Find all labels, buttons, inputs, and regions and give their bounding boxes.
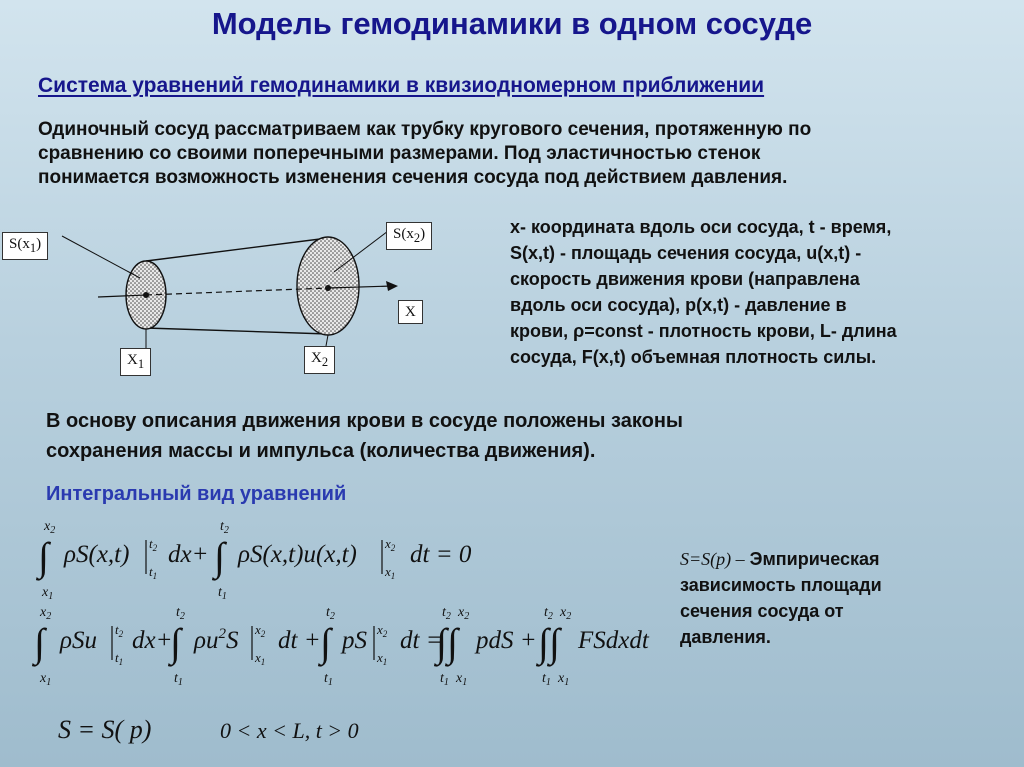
conservation-laws-text (46, 406, 946, 466)
svg-text:x2: $x_2$ (560, 605, 572, 622)
svg-text:t2: $t_2$ (442, 605, 451, 622)
equation-momentum-conservation (30, 598, 670, 690)
slide-title: Модель гемодинамики в одном сосуде (211, 6, 813, 41)
empirical-math: S=S(p) – (680, 549, 745, 569)
leader-s1 (62, 236, 140, 278)
svg-text:t1: $t_1$ (324, 671, 333, 688)
empirical-line: зависимость площади (680, 575, 882, 595)
svg-text:∫∫: ∫∫ (538, 620, 560, 665)
label-x1: $X_1$ (120, 348, 151, 376)
svg-text:ρSu: ρSu (60, 627, 97, 654)
empirical-line: сечения сосуда от (680, 601, 844, 621)
svg-text:ρS(x,t): ρS(x,t) (64, 541, 130, 568)
svg-text:FSdxdt: FSdxdt (578, 627, 649, 654)
integral-form-heading: Интегральный вид уравнений (46, 483, 347, 505)
svg-text:∫: ∫ (38, 534, 49, 579)
svg-text:dx+: dx+ (168, 541, 209, 568)
svg-text:x1: $x_1$ (42, 585, 54, 602)
svg-text:t2: $t_2$ (115, 622, 124, 639)
desc-line: x- координата вдоль оси сосуда, t - время, (510, 217, 892, 237)
svg-text:∫: ∫ (34, 620, 45, 665)
leader-x2 (326, 335, 328, 346)
svg-text:t1: $t_1$ (149, 564, 158, 581)
svg-text:∫: ∫ (214, 534, 225, 579)
svg-text:dt =: dt = (400, 627, 443, 654)
svg-text:dx+: dx+ (132, 627, 173, 654)
svg-text:x1: $x_1$ (456, 671, 468, 688)
intro-paragraph (38, 118, 998, 190)
svg-text:0 < x < L, t > 0: 0 < x < L, t > 0 (220, 718, 359, 743)
svg-text:dt = 0: dt = 0 (410, 541, 472, 568)
basis-line: В основу описания движения крови в сосуде положены законы (46, 410, 683, 432)
svg-text:pdS +: pdS + (476, 627, 537, 654)
svg-text:∫: ∫ (170, 620, 181, 665)
svg-text:∫: ∫ (320, 620, 331, 665)
desc-line: S(x,t) - площадь сечения сосуда, u(x,t) - (510, 243, 862, 263)
tube-top-edge (146, 238, 328, 261)
desc-line: вдоль оси сосуда), p(x,t) - давление в (510, 295, 847, 315)
label-x-axis: X (398, 300, 423, 324)
svg-text:t1: $t_1$ (218, 585, 227, 602)
svg-text:x2: $x_2$ (377, 622, 388, 639)
label-s-x1: $S(x_1)$ (2, 232, 48, 260)
empirical-relation-note (680, 546, 980, 650)
desc-line: скорость движения крови (направлена (510, 269, 860, 289)
svg-text:∫∫: ∫∫ (436, 620, 458, 665)
svg-text:x1: $x_1$ (377, 650, 388, 667)
label-x2: $X_2$ (304, 346, 335, 374)
svg-text:t1: $t_1$ (115, 650, 124, 667)
variables-description (510, 214, 988, 370)
equation-state-relation (54, 710, 414, 750)
svg-text:t1: $t_1$ (542, 671, 551, 688)
svg-text:t2: $t_2$ (149, 536, 158, 553)
svg-text:t1: $t_1$ (440, 671, 449, 688)
svg-text:pS: pS (342, 627, 367, 654)
svg-text:t2: $t_2$ (326, 605, 335, 622)
svg-text:x1: $x_1$ (255, 650, 266, 667)
desc-line: крови, ρ=const - плотность крови, L- длина (510, 321, 897, 341)
label-s-x2: $S(x_2)$ (386, 222, 432, 250)
empirical-line: давления. (680, 627, 771, 647)
tube-bottom-edge (146, 328, 328, 334)
svg-text:t2: $t_2$ (176, 605, 185, 622)
axis-arrowhead (386, 281, 398, 291)
equation-mass-conservation (30, 512, 490, 602)
svg-text:x1: $x_1$ (385, 564, 396, 581)
empirical-line-1: S=S(p) – Эмпирическая (680, 549, 880, 569)
svg-text:t2: $t_2$ (220, 519, 229, 536)
svg-text:x1: $x_1$ (40, 671, 52, 688)
svg-text:ρS(x,t)u(x,t): ρS(x,t)u(x,t) (238, 541, 357, 568)
svg-text:ρu2S: $\rho u^2S$ (194, 626, 239, 654)
basis-line: сохранения массы и импульса (количества движения). (46, 440, 596, 462)
svg-text:x2: $x_2$ (385, 536, 396, 553)
intro-line: Одиночный сосуд рассматриваем как трубку кругового сечения, протяженную по (38, 119, 812, 140)
svg-text:x2: $x_2$ (255, 622, 266, 639)
svg-text:x2: $x_2$ (44, 519, 56, 536)
desc-line: сосуда, F(x,t) объемная плотность силы. (510, 347, 877, 367)
intro-line: понимается возможность изменения сечения сосуда под действием давления. (38, 167, 788, 188)
svg-text:dt +: dt + (278, 627, 321, 654)
svg-text:x2: $x_2$ (458, 605, 470, 622)
svg-text:S = S( p): S = S( p) (58, 715, 152, 744)
svg-text:x2: $x_2$ (40, 605, 52, 622)
intro-line: сравнению со своими поперечными размерами. Под эластичностью стенок (38, 143, 761, 164)
slide-subtitle: Система уравнений гемодинамики в квизиодномерном приближении (38, 74, 765, 97)
svg-text:t1: $t_1$ (174, 671, 183, 688)
svg-text:x1: $x_1$ (558, 671, 570, 688)
svg-text:t2: $t_2$ (544, 605, 553, 622)
